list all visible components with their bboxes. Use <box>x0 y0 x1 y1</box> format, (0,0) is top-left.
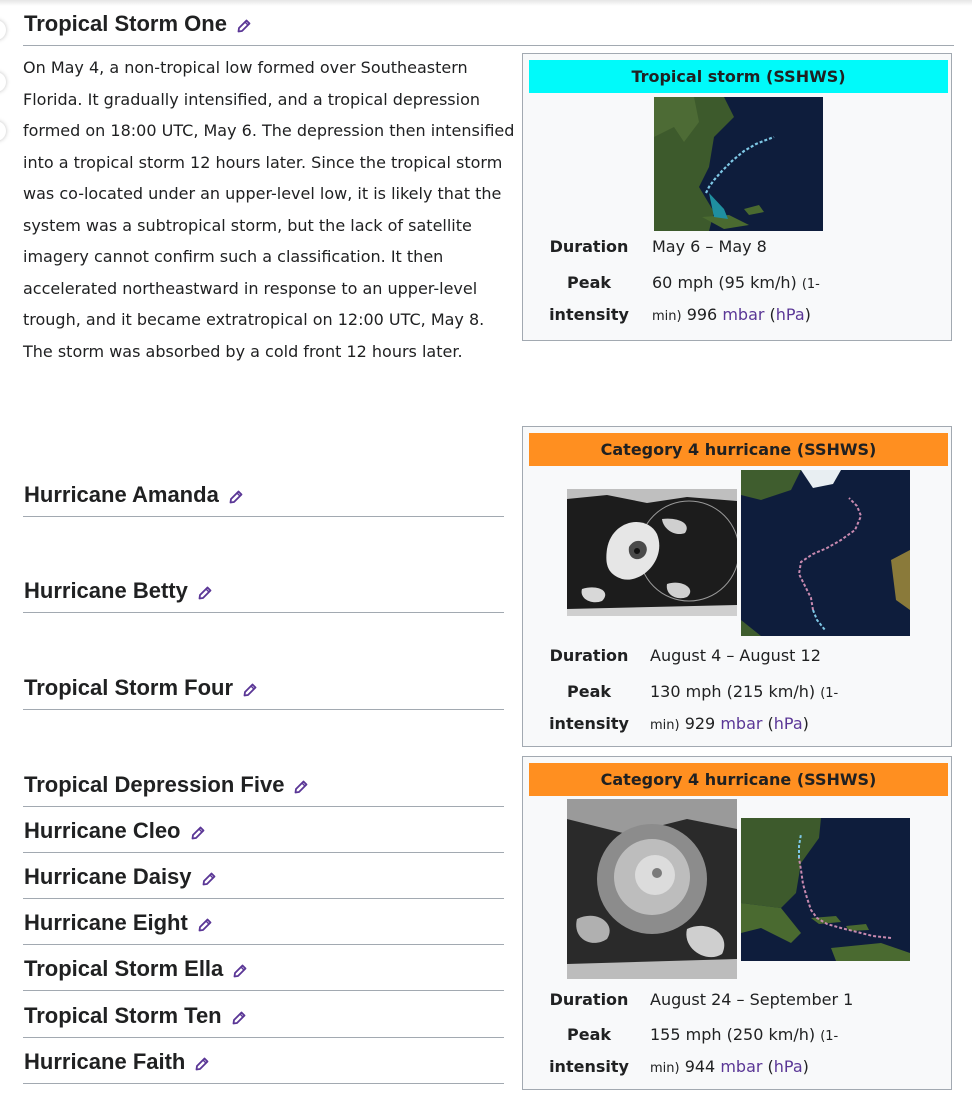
heading-text: Tropical Depression Five <box>24 772 285 797</box>
peak-value <box>650 682 838 701</box>
section-heading-tropical-depression-five <box>23 761 504 807</box>
satellite-image-icon[interactable] <box>567 799 737 979</box>
wind-speed: 130 mph (215 km/h) <box>650 682 816 701</box>
peak-label: Peak <box>566 273 611 292</box>
intensity-label: intensity <box>549 1057 629 1076</box>
intensity-label: intensity <box>549 714 629 733</box>
section-heading-tropical-storm-ten <box>23 992 504 1038</box>
heading-text: Hurricane Eight <box>24 910 188 935</box>
infobox-header: Tropical storm (SSHWS) <box>529 60 948 93</box>
heading-text: Tropical Storm One <box>24 11 227 36</box>
storm-description: On May 4, a non-tropical low formed over Southeastern Florida. It gradually intensified, and a tropical depression formed on 18:00 UTC, May 6. The depression then intensified into a tropical storm 12 hours later. Since the tropical storm was co-located under an upper-level low, it is likely that the system was a subtropical storm, but the lack of satellite imagery cannot confirm such a classification. It then accelerated northeastward in response to an upper-level trough, and it became extratropical on 12:00 UTC, May 8. The storm was absorbed by a cold front 12 hours later. <box>23 58 515 361</box>
pressure-value: min) 929 mbar (hPa) <box>650 714 809 733</box>
pencil-icon[interactable] <box>198 580 212 606</box>
pressure-value: min) 944 mbar (hPa) <box>650 1057 809 1076</box>
infobox-hurricane-betty <box>522 426 952 747</box>
pencil-icon[interactable] <box>195 1051 209 1077</box>
duration-label: Duration <box>549 990 629 1009</box>
section-heading-hurricane-faith <box>23 1038 504 1084</box>
pencil-icon[interactable] <box>294 774 308 800</box>
infobox-hurricane-cleo <box>522 756 952 1090</box>
wind-speed: 155 mph (250 km/h) <box>650 1025 816 1044</box>
peak-value <box>652 273 820 292</box>
track-map-icon[interactable] <box>654 97 823 231</box>
section-heading-hurricane-betty <box>23 567 504 613</box>
peak-label: Peak <box>566 682 611 701</box>
satellite-image-icon[interactable] <box>567 489 737 616</box>
sustained-note: (1- <box>801 277 820 292</box>
heading-text: Hurricane Cleo <box>24 818 181 843</box>
pressure-value: min) 996 mbar (hPa) <box>652 305 811 324</box>
sustained-note: min) <box>650 1061 680 1076</box>
hpa-link[interactable]: hPa <box>773 1057 803 1076</box>
heading-text: Hurricane Betty <box>24 578 188 603</box>
pencil-icon[interactable] <box>243 677 257 703</box>
pencil-icon[interactable] <box>191 820 205 846</box>
pressure-number: 929 <box>684 714 716 733</box>
mbar-link[interactable]: mbar <box>720 1057 763 1076</box>
heading-text: Tropical Storm Ten <box>24 1003 222 1028</box>
sustained-note: min) <box>652 309 682 324</box>
section-heading-hurricane-amanda <box>23 471 504 517</box>
pencil-icon[interactable] <box>198 912 212 938</box>
edge-toggle[interactable] <box>0 72 6 92</box>
edge-toggle[interactable] <box>0 20 6 40</box>
peak-label: Peak <box>566 1025 611 1044</box>
section-heading-tropical-storm-ella <box>23 945 504 991</box>
duration-value: August 4 – August 12 <box>650 646 821 665</box>
section-heading-hurricane-daisy <box>23 853 504 899</box>
heading-text: Hurricane Faith <box>24 1049 186 1074</box>
duration-label: Duration <box>549 237 629 256</box>
heading-text: Hurricane Amanda <box>24 482 219 507</box>
pencil-icon[interactable] <box>233 958 247 984</box>
heading-text: Tropical Storm Four <box>24 675 234 700</box>
section-heading-tropical-storm-four <box>23 664 504 710</box>
mbar-link[interactable]: mbar <box>722 305 765 324</box>
infobox-header: Category 4 hurricane (SSHWS) <box>529 433 948 466</box>
section-heading-hurricane-cleo <box>23 807 504 853</box>
wind-speed: 60 mph (95 km/h) <box>652 273 797 292</box>
heading-text: Tropical Storm Ella <box>24 956 224 981</box>
pencil-icon[interactable] <box>229 484 243 510</box>
mbar-link[interactable]: mbar <box>720 714 763 733</box>
sustained-note: (1- <box>820 686 839 701</box>
track-map-icon[interactable] <box>741 470 910 636</box>
duration-value: August 24 – September 1 <box>650 990 854 1009</box>
infobox-tropical-storm-one <box>522 53 952 341</box>
duration-label: Duration <box>549 646 629 665</box>
peak-value <box>650 1025 838 1044</box>
hpa-link[interactable]: hPa <box>775 305 805 324</box>
pressure-number: 996 <box>686 305 718 324</box>
duration-value: May 6 – May 8 <box>652 237 767 256</box>
infobox-header: Category 4 hurricane (SSHWS) <box>529 763 948 796</box>
pencil-icon[interactable] <box>237 13 251 39</box>
pencil-icon[interactable] <box>202 866 216 892</box>
hpa-link[interactable]: hPa <box>773 714 803 733</box>
sustained-note: (1- <box>820 1029 839 1044</box>
pressure-number: 944 <box>684 1057 716 1076</box>
pencil-icon[interactable] <box>232 1005 246 1031</box>
sustained-note: min) <box>650 718 680 733</box>
track-map-icon[interactable] <box>741 818 910 961</box>
intensity-label: intensity <box>549 305 629 324</box>
heading-text: Hurricane Daisy <box>24 864 192 889</box>
section-heading-tropical-storm-one <box>23 0 954 46</box>
section-heading-hurricane-eight <box>23 899 504 945</box>
edge-toggle[interactable] <box>0 121 6 141</box>
